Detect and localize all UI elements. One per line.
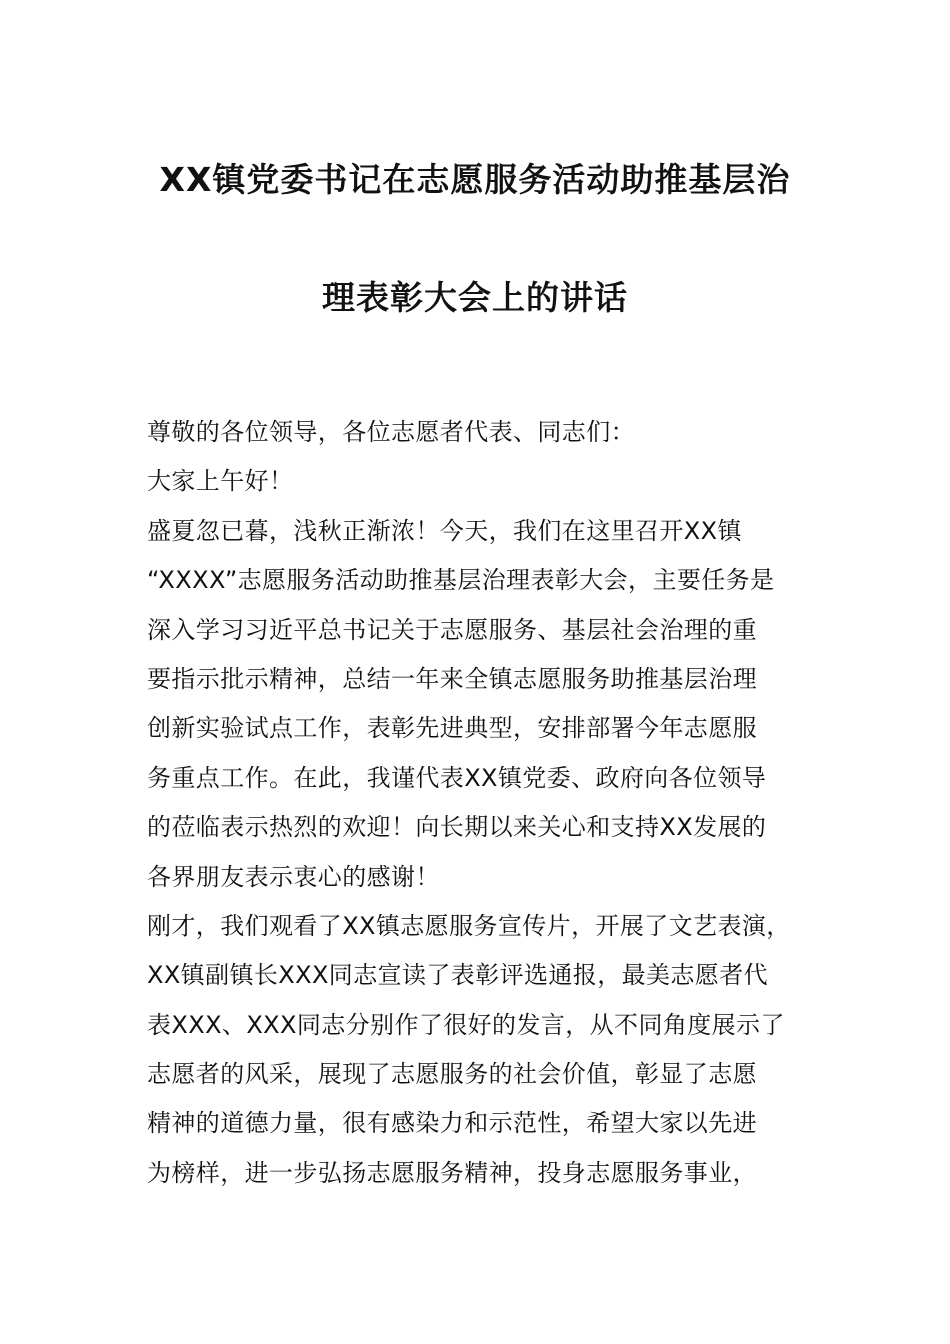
body-line: 务重点工作。在此，我谨代表XX镇党委、政府向各位领导 — [147, 763, 767, 792]
document-title-line-1: XX镇党委书记在志愿服务活动助推基层治 — [159, 160, 791, 199]
body-line: 要指示批示精神，总结一年来全镇志愿服务助推基层治理 — [147, 664, 757, 693]
body-line: 为榜样，进一步弘扬志愿服务精神，投身志愿服务事业， — [147, 1158, 757, 1187]
body-line: “XXXX”志愿服务活动助推基层治理表彰大会，主要任务是 — [147, 566, 775, 595]
body-line: XX镇副镇长XXX同志宣读了表彰评选通报，最美志愿者代 — [147, 961, 769, 990]
body-line: 的莅临表示热烈的欢迎！向长期以来关心和支持XX发展的 — [147, 813, 767, 842]
body-line: 创新实验试点工作，表彰先进典型，安排部署今年志愿服 — [147, 714, 757, 743]
document-title-line-2: 理表彰大会上的讲话 — [322, 278, 628, 317]
salutation: 尊敬的各位领导，各位志愿者代表、同志们： — [147, 418, 635, 446]
body-line: 表XXX、XXX同志分别作了很好的发言，从不同角度展示了 — [147, 1010, 785, 1039]
document-body — [147, 414, 837, 1204]
body-line: 精神的道德力量，很有感染力和示范性，希望大家以先进 — [147, 1109, 757, 1138]
body-line: 各界朋友表示衷心的感谢！ — [147, 862, 440, 891]
greeting: 大家上午好！ — [147, 467, 294, 496]
body-line: 深入学习习近平总书记关于志愿服务、基层社会治理的重 — [147, 615, 757, 644]
body-line: 志愿者的风采，展现了志愿服务的社会价值，彰显了志愿 — [147, 1060, 757, 1089]
body-line: 盛夏忽已暮，浅秋正渐浓！今天，我们在这里召开XX镇 — [147, 516, 742, 545]
body-line: 刚才，我们观看了XX镇志愿服务宣传片，开展了文艺表演， — [147, 911, 791, 940]
